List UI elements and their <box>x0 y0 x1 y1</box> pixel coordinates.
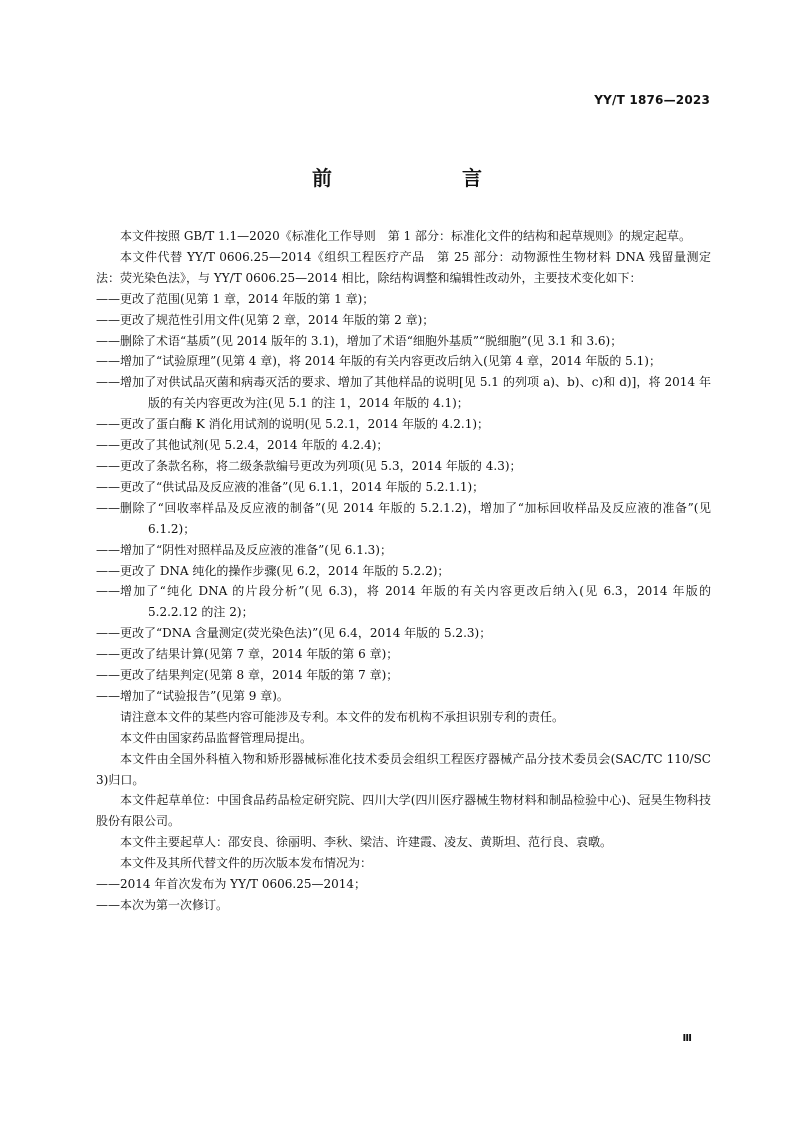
list-item <box>96 456 711 477</box>
list-item <box>96 623 711 644</box>
paragraph: 本文件代替 YY/T 0606.25—2014《组织工程医疗产品 第 25 部分：动物源性生物材料 DNA 残留量测定法：荧光染色法》，与 YY/T 0606.25—2014 相比，除结构调整和编辑性改动外，主要技术变化如下： <box>96 249 711 285</box>
dash-marker: —— <box>96 647 120 662</box>
paragraph: 本文件起草单位：中国食品药品检定研究院、四川大学(四川医疗器械生物材料和制品检验中心)、冠昊生物科技股份有限公司。 <box>96 793 711 829</box>
list-item <box>96 351 711 372</box>
list-item-text: 更改了其他试剂(见 5.2.4，2014 年版的 4.2.4)； <box>120 438 389 453</box>
dash-marker: —— <box>96 584 120 599</box>
list-item <box>96 686 711 707</box>
technical-changes-list <box>96 289 711 707</box>
list-item-text: 更改了“供试品及反应液的准备”(见 6.1.1，2014 年版的 5.2.1.1)； <box>120 479 485 494</box>
list-item-text: 删除了术语“基质”(见 2014 版年的 3.1)，增加了术语“细胞外基质”“脱细胞”(见 3.1 和 3.6)； <box>120 333 623 348</box>
dash-marker: —— <box>96 417 120 432</box>
standard-code: YY/T 1876—2023 <box>594 93 710 107</box>
dash-marker: —— <box>96 438 120 453</box>
paragraph: 本文件由国家药品监督管理局提出。 <box>120 730 313 745</box>
dash-marker: —— <box>96 500 120 515</box>
list-item <box>96 331 711 352</box>
dash-marker: —— <box>96 563 120 578</box>
list-item-text: 更改了蛋白酶 K 消化用试剂的说明(见 5.2.1，2014 年版的 4.2.1)； <box>120 417 490 432</box>
list-item <box>96 561 711 582</box>
paragraph: 请注意本文件的某些内容可能涉及专利。本文件的发布机构不承担识别专利的责任。 <box>120 709 565 724</box>
dash-marker: —— <box>96 375 120 390</box>
dash-marker: —— <box>96 354 120 369</box>
dash-marker: —— <box>96 668 120 683</box>
dash-marker: —— <box>96 626 120 641</box>
dash-marker: —— <box>96 312 120 327</box>
list-item-text: 删除了“回收率样品及反应液的制备”(见 2014 年版的 5.2.1.2)，增加了“加标回收样品及反应液的准备”(见 6.1.2)； <box>120 500 711 536</box>
foreword-body <box>96 226 711 916</box>
list-item <box>96 289 711 310</box>
list-item-text: 更改了范围(见第 1 章，2014 年版的第 1 章)； <box>120 291 375 306</box>
list-item <box>96 895 711 916</box>
list-item <box>96 310 711 331</box>
list-item-text: 更改了结果计算(见第 7 章，2014 年版的第 6 章)； <box>120 647 399 662</box>
list-item-text: 更改了结果判定(见第 8 章，2014 年版的第 7 章)； <box>120 668 399 683</box>
list-item <box>96 372 711 414</box>
dash-marker: —— <box>96 898 120 912</box>
list-item <box>96 477 711 498</box>
list-item-text: 更改了规范性引用文件(见第 2 章，2014 年版的第 2 章)； <box>120 312 435 327</box>
dash-marker: —— <box>96 479 120 494</box>
dash-marker: —— <box>96 877 120 892</box>
list-item <box>96 498 711 540</box>
page-number: Ⅲ <box>682 1033 692 1044</box>
dash-marker: —— <box>96 333 120 348</box>
list-item-text: 增加了“阴性对照样品及反应液的准备”(见 6.1.3)； <box>120 542 392 557</box>
list-item-text: 增加了“纯化 DNA 的片段分析”(见 6.3)，将 2014 年版的有关内容更改后纳入(见 6.3，2014 年版的 5.2.2.12 的注 2)； <box>120 584 711 620</box>
list-item <box>96 644 711 665</box>
list-item-text: 增加了“试验报告”(见第 9 章)。 <box>120 688 289 703</box>
page-title: 前 言 <box>312 166 512 190</box>
list-item <box>96 874 711 895</box>
list-item <box>96 540 711 561</box>
list-item-text: 本次为第一次修订。 <box>120 898 229 912</box>
list-item-text: 更改了条款名称，将二级条款编号更改为列项(见 5.3，2014 年版的 4.3)； <box>120 458 522 473</box>
paragraph: 本文件及其所代替文件的历次版本发布情况为： <box>120 856 373 871</box>
list-item <box>96 414 711 435</box>
list-item <box>96 435 711 456</box>
dash-marker: —— <box>96 542 120 557</box>
list-item-text: 更改了“DNA 含量测定(荧光染色法)”(见 6.4，2014 年版的 5.2.3)； <box>120 626 492 641</box>
list-item-text: 增加了对供试品灭菌和病毒灭活的要求、增加了其他样品的说明[见 5.1 的列项 a)、b)、c)和 d)]，将 2014 年版的有关内容更改为注(见 5.1 的注 1，2014 年版的 4.1)； <box>120 375 711 411</box>
list-item-text: 更改了 DNA 纯化的操作步骤(见 6.2，2014 年版的 5.2.2)； <box>120 563 450 578</box>
list-item-text: 增加了“试验原理”(见第 4 章)，将 2014 年版的有关内容更改后纳入(见第 4 章，2014 年版的 5.1)； <box>120 354 661 369</box>
list-item <box>96 665 711 686</box>
dash-marker: —— <box>96 458 120 473</box>
dash-marker: —— <box>96 688 120 703</box>
version-history-list <box>96 874 711 916</box>
dash-marker: —— <box>96 291 120 306</box>
paragraph: 本文件按照 GB/T 1.1—2020《标准化工作导则 第 1 部分：标准化文件的结构和起草规则》的规定起草。 <box>120 229 691 243</box>
list-item-text: 2014 年首次发布为 YY/T 0606.25—2014； <box>120 877 367 892</box>
paragraph: 本文件主要起草人：邵安良、徐丽明、李秋、梁洁、许建霞、凌友、黄斯坦、范行良、袁暾。 <box>120 835 613 850</box>
list-item <box>96 581 711 623</box>
paragraph: 本文件由全国外科植入物和矫形器械标准化技术委员会组织工程医疗器械产品分技术委员会(SAC/TC 110/SC 3)归口。 <box>96 751 711 787</box>
